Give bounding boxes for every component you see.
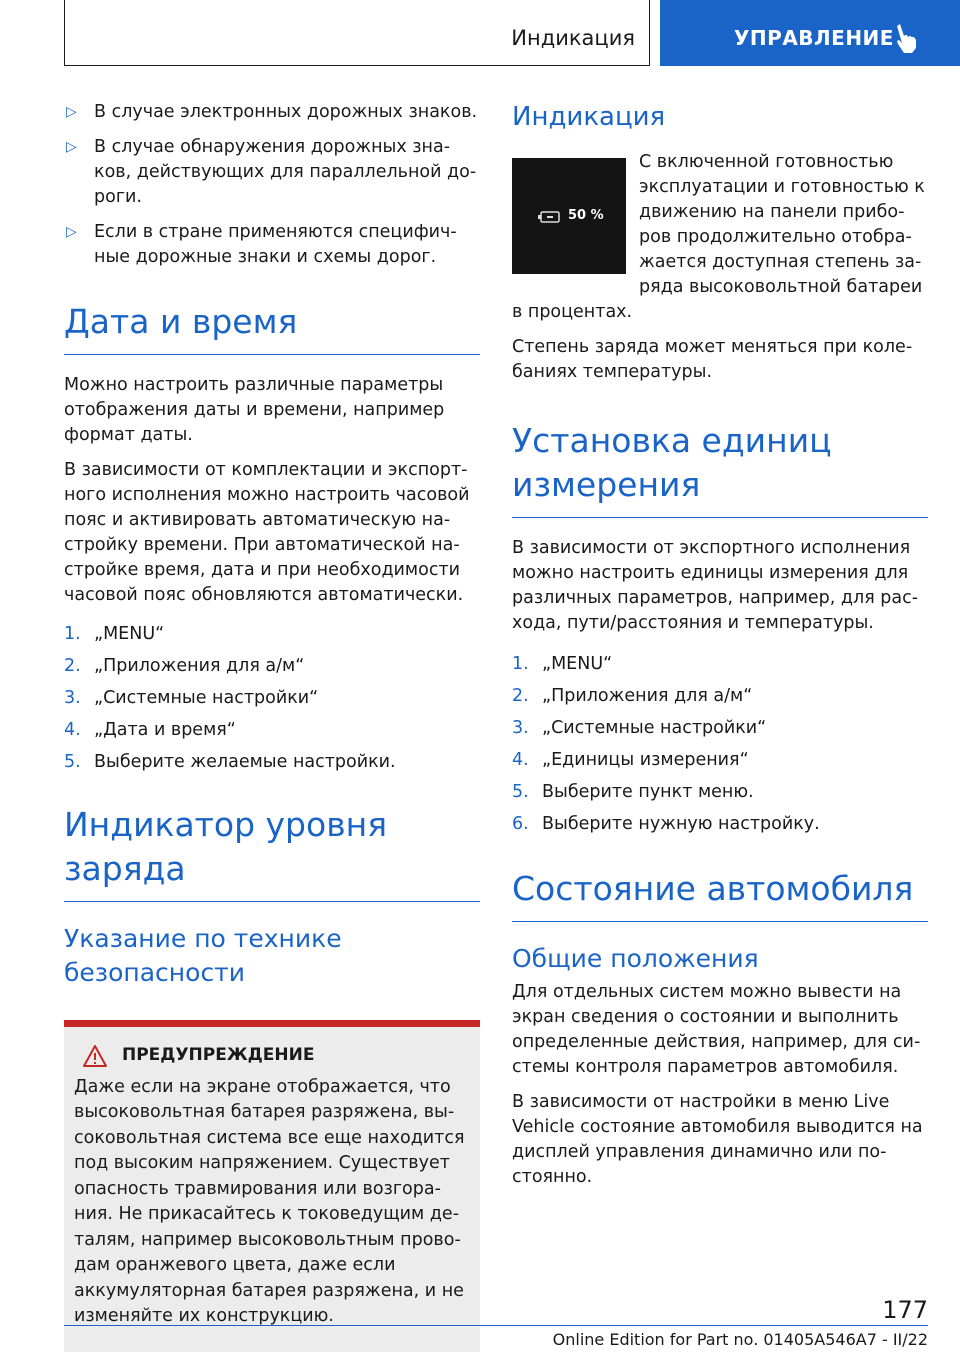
- warning-text: Даже если на экране отображается, что высоковольтная батарея разряжена, высоковольтная система все еще находится под высоким напряжением. Существует опасность травмирования или возгорания. Не прикасайтесь к токоведущим деталям, например высоковольтным проводам оранжевого цвета, даже если аккумуляторная батарея разряжена, и не изменяйте их конструкцию.: [74, 1076, 465, 1326]
- warning-triangle-icon: [82, 1044, 108, 1068]
- header-section-box: [64, 0, 650, 66]
- bullet-item: [64, 100, 480, 125]
- footer-divider: [64, 1325, 928, 1326]
- list-item: 3. „Системные настройки“: [512, 718, 767, 738]
- vehicle-status-heading: Состояние автомобиля: [512, 867, 928, 922]
- bullet-item: [64, 135, 480, 210]
- warning-header: [74, 1043, 468, 1069]
- units-paragraph-1: В зависимости от экспортного исполнения можно настроить единицы измерения для различных параметров, например, для расхода, пути/расстояния и температуры.: [512, 538, 919, 633]
- display-paragraph-2: Степень заряда может меняться при колебаниях температуры.: [512, 337, 913, 382]
- page-number: 177: [882, 1296, 928, 1324]
- list-item: 2. „Приложения для а/м“: [64, 656, 305, 676]
- list-item: 4. „Единицы измерения“: [512, 750, 749, 770]
- edition-note: Online Edition for Part no. 01405A546A7 - II/22: [552, 1330, 928, 1349]
- pointing-hand-icon: [894, 22, 922, 54]
- units-steps-list: [512, 652, 928, 837]
- header-chapter-title: УПРАВЛЕНИЕ: [734, 26, 894, 50]
- triangle-bullet-icon: ▷: [66, 104, 77, 120]
- charge-percent-value: 50 %: [568, 208, 604, 223]
- list-item: 6. Выберите нужную настройку.: [512, 814, 820, 834]
- list-item: 4. „Дата и время“: [64, 720, 236, 740]
- triangle-bullet-icon: ▷: [66, 224, 77, 240]
- list-item: 5. Выберите желаемые настройки.: [64, 752, 396, 772]
- status-paragraph-2: В зависимости от настройки в меню Live Vehicle состояние автомобиля выводится на дисплей управления динамично или постоянно.: [512, 1092, 923, 1187]
- date-time-heading: Дата и время: [64, 300, 480, 355]
- list-item: 1. „MENU“: [512, 654, 613, 674]
- list-item: 2. „Приложения для а/м“: [512, 686, 753, 706]
- warning-label: ПРЕДУПРЕЖДЕНИЕ: [122, 1045, 315, 1065]
- date-paragraph-1: Можно настроить различные параметры отображения даты и времени, например формат даты.: [64, 375, 445, 445]
- triangle-bullet-icon: ▷: [66, 139, 77, 155]
- bullet-text: В случае обнаружения дорожных знаков, действующих для параллельной дороги.: [94, 137, 477, 207]
- date-steps-list: [64, 622, 480, 775]
- left-column: [64, 100, 480, 1352]
- header-section-title: Индикация: [511, 26, 635, 50]
- header-chapter-box: [660, 0, 960, 66]
- display-heading: Индикация: [512, 102, 666, 132]
- status-paragraph-1: Для отдельных систем можно вывести на экран сведения о состоянии и выполнить определенные действия, например, для системы контроля параметров автомобиля.: [512, 982, 921, 1077]
- display-block: [512, 150, 928, 325]
- display-paragraph-1-text: С включенной готовностью эксплуатации и готовностью к движению на панели приборов продолжительно отображается доступная степень заряда высоковольтной батареи в процентах.: [512, 152, 925, 322]
- right-column: [512, 100, 928, 1200]
- instrument-display-image: [512, 158, 626, 274]
- list-item: 5. Выберите пункт меню.: [512, 782, 754, 802]
- bullet-text: Если в стране применяются специфичные дорожные знаки и схемы дорог.: [94, 222, 457, 267]
- battery-icon: [538, 210, 562, 224]
- bullet-text: В случае электронных дорожных знаков.: [94, 102, 478, 122]
- list-item: 1. „MENU“: [64, 624, 165, 644]
- warning-box: [64, 1020, 480, 1352]
- general-heading: Общие положения: [512, 944, 759, 973]
- charge-indicator-heading: Индикатор уровня заряда: [64, 803, 480, 902]
- safety-heading: Указание по технике безопасности: [64, 924, 342, 987]
- bullet-item: [64, 220, 480, 270]
- units-heading: Установка единиц измерения: [512, 419, 928, 518]
- date-paragraph-2: В зависимости от комплектации и экспортного исполнения можно настроить часовой пояс и активировать автоматическую настройку времени. При автоматической настройке время, дата и при необходимости часовой пояс обновляются автоматически.: [64, 460, 470, 605]
- list-item: 3. „Системные настройки“: [64, 688, 319, 708]
